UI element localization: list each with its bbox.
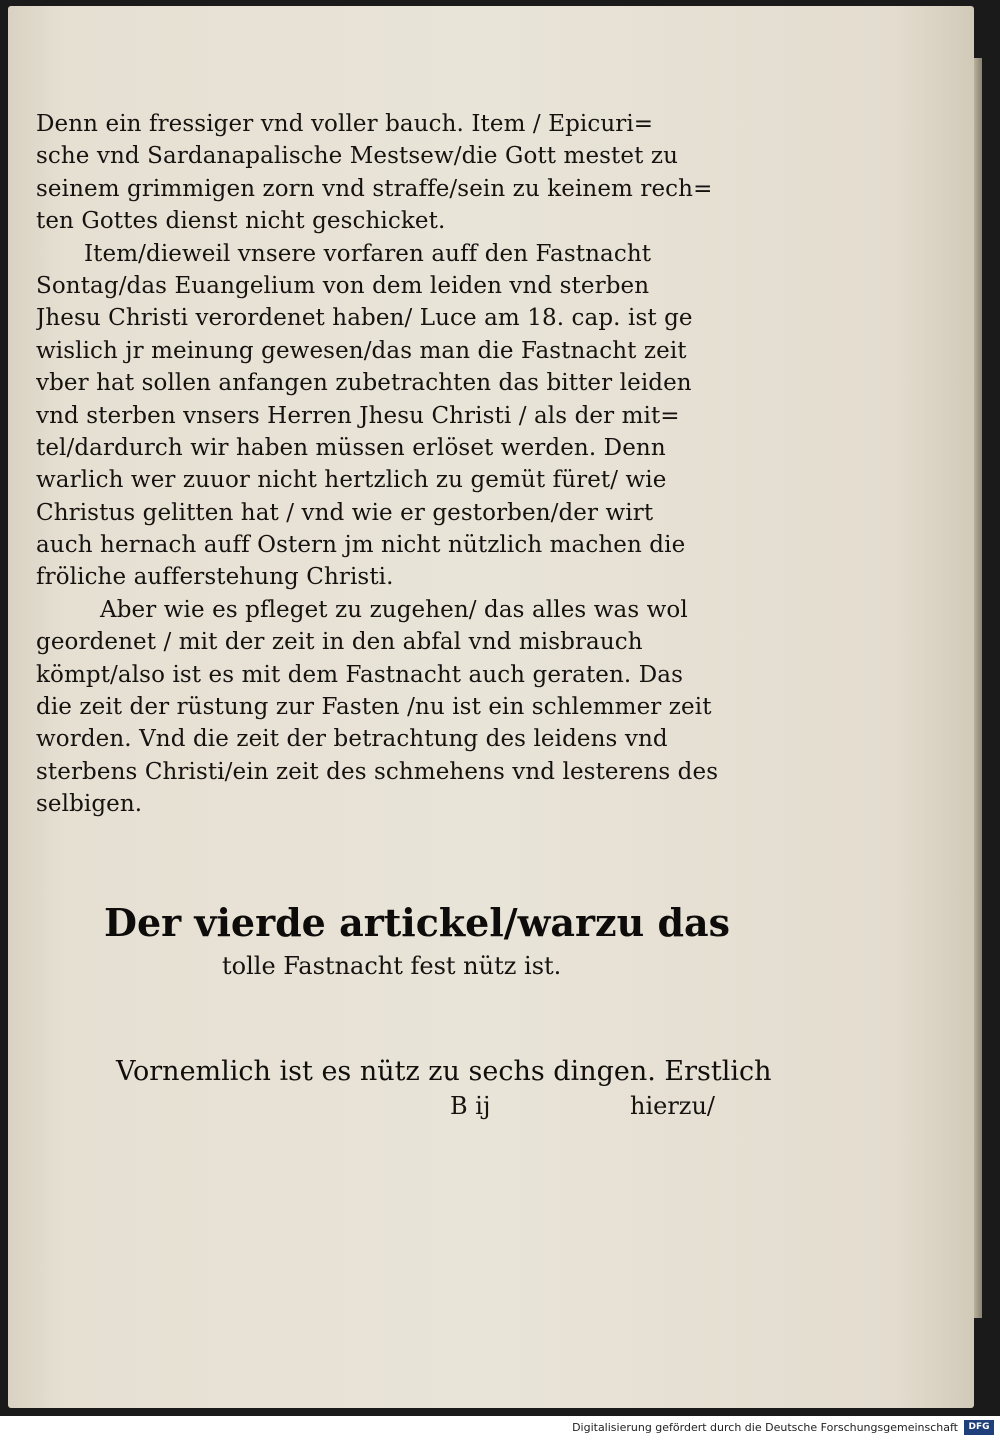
article-heading: Der vierde artickel/warzu das [104, 900, 731, 945]
text-line: fröliche aufferstehung Christi. [36, 564, 394, 591]
text-line: worden. Vnd die zeit der betrachtung des leidens vnd [36, 726, 668, 753]
text-line: Jhesu Christi verordenet haben/ Luce am 18. cap. ist ge [36, 305, 693, 332]
text-line: seinem grimmigen zorn vnd straffe/sein zu keinem rech= [36, 175, 713, 202]
article-subheading: tolle Fastnacht fest nütz ist. [222, 952, 562, 980]
text-line: vnd sterben vnsers Herren Jhesu Christi / als der mit= [36, 402, 680, 429]
body-text [36, 108, 736, 821]
text-line: Denn ein fressiger vnd voller bauch. Item / Epicuri= [36, 111, 654, 137]
text-line: sterbens Christi/ein zeit des schmehens vnd lesterens des [36, 758, 719, 785]
text-line: sche vnd Sardanapalische Mestsew/die Gott mestet zu [36, 143, 678, 170]
text-line: ten Gottes dienst nicht geschicket. [36, 208, 446, 235]
signature-mark: B ij [450, 1092, 491, 1120]
funding-notice: Digitalisierung gefördert durch die Deutsche Forschungsgemeinschaft [572, 1421, 958, 1434]
text-line: tel/dardurch wir haben müssen erlöset werden. Denn [36, 434, 666, 461]
text-line: Christus gelitten hat / vnd wie er gestorben/der wirt [36, 499, 654, 526]
dfg-logo: DFG [964, 1420, 994, 1435]
text-line: warlich wer zuuor nicht hertzlich zu gemüt füret/ wie [36, 467, 667, 494]
catchword: hierzu/ [630, 1092, 715, 1120]
opening-line: Vornemlich ist es nütz zu sechs dingen. Erstlich [116, 1056, 772, 1087]
text-line: kömpt/also ist es mit dem Fastnacht auch geraten. Das [36, 661, 683, 688]
text-line: vber hat sollen anfangen zubetrachten das bitter leiden [36, 370, 692, 397]
page-edge [974, 58, 982, 1318]
text-line: auch hernach auff Ostern jm nicht nützlich machen die [36, 532, 686, 559]
text-line: Aber wie es pfleget zu zugehen/ das alles was wol [100, 596, 688, 623]
text-line: Sontag/das Euangelium von dem leiden vnd sterben [36, 272, 650, 299]
footer-bar [0, 1416, 1000, 1441]
text-line: geordenet / mit der zeit in den abfal vnd misbrauch [36, 629, 643, 656]
text-line: Item/dieweil vnsere vorfaren auff den Fastnacht [84, 240, 652, 267]
text-line: selbigen. [36, 791, 143, 818]
text-line: die zeit der rüstung zur Fasten /nu ist ein schlemmer zeit [36, 694, 712, 721]
text-line: wislich jr meinung gewesen/das man die Fastnacht zeit [36, 337, 687, 364]
